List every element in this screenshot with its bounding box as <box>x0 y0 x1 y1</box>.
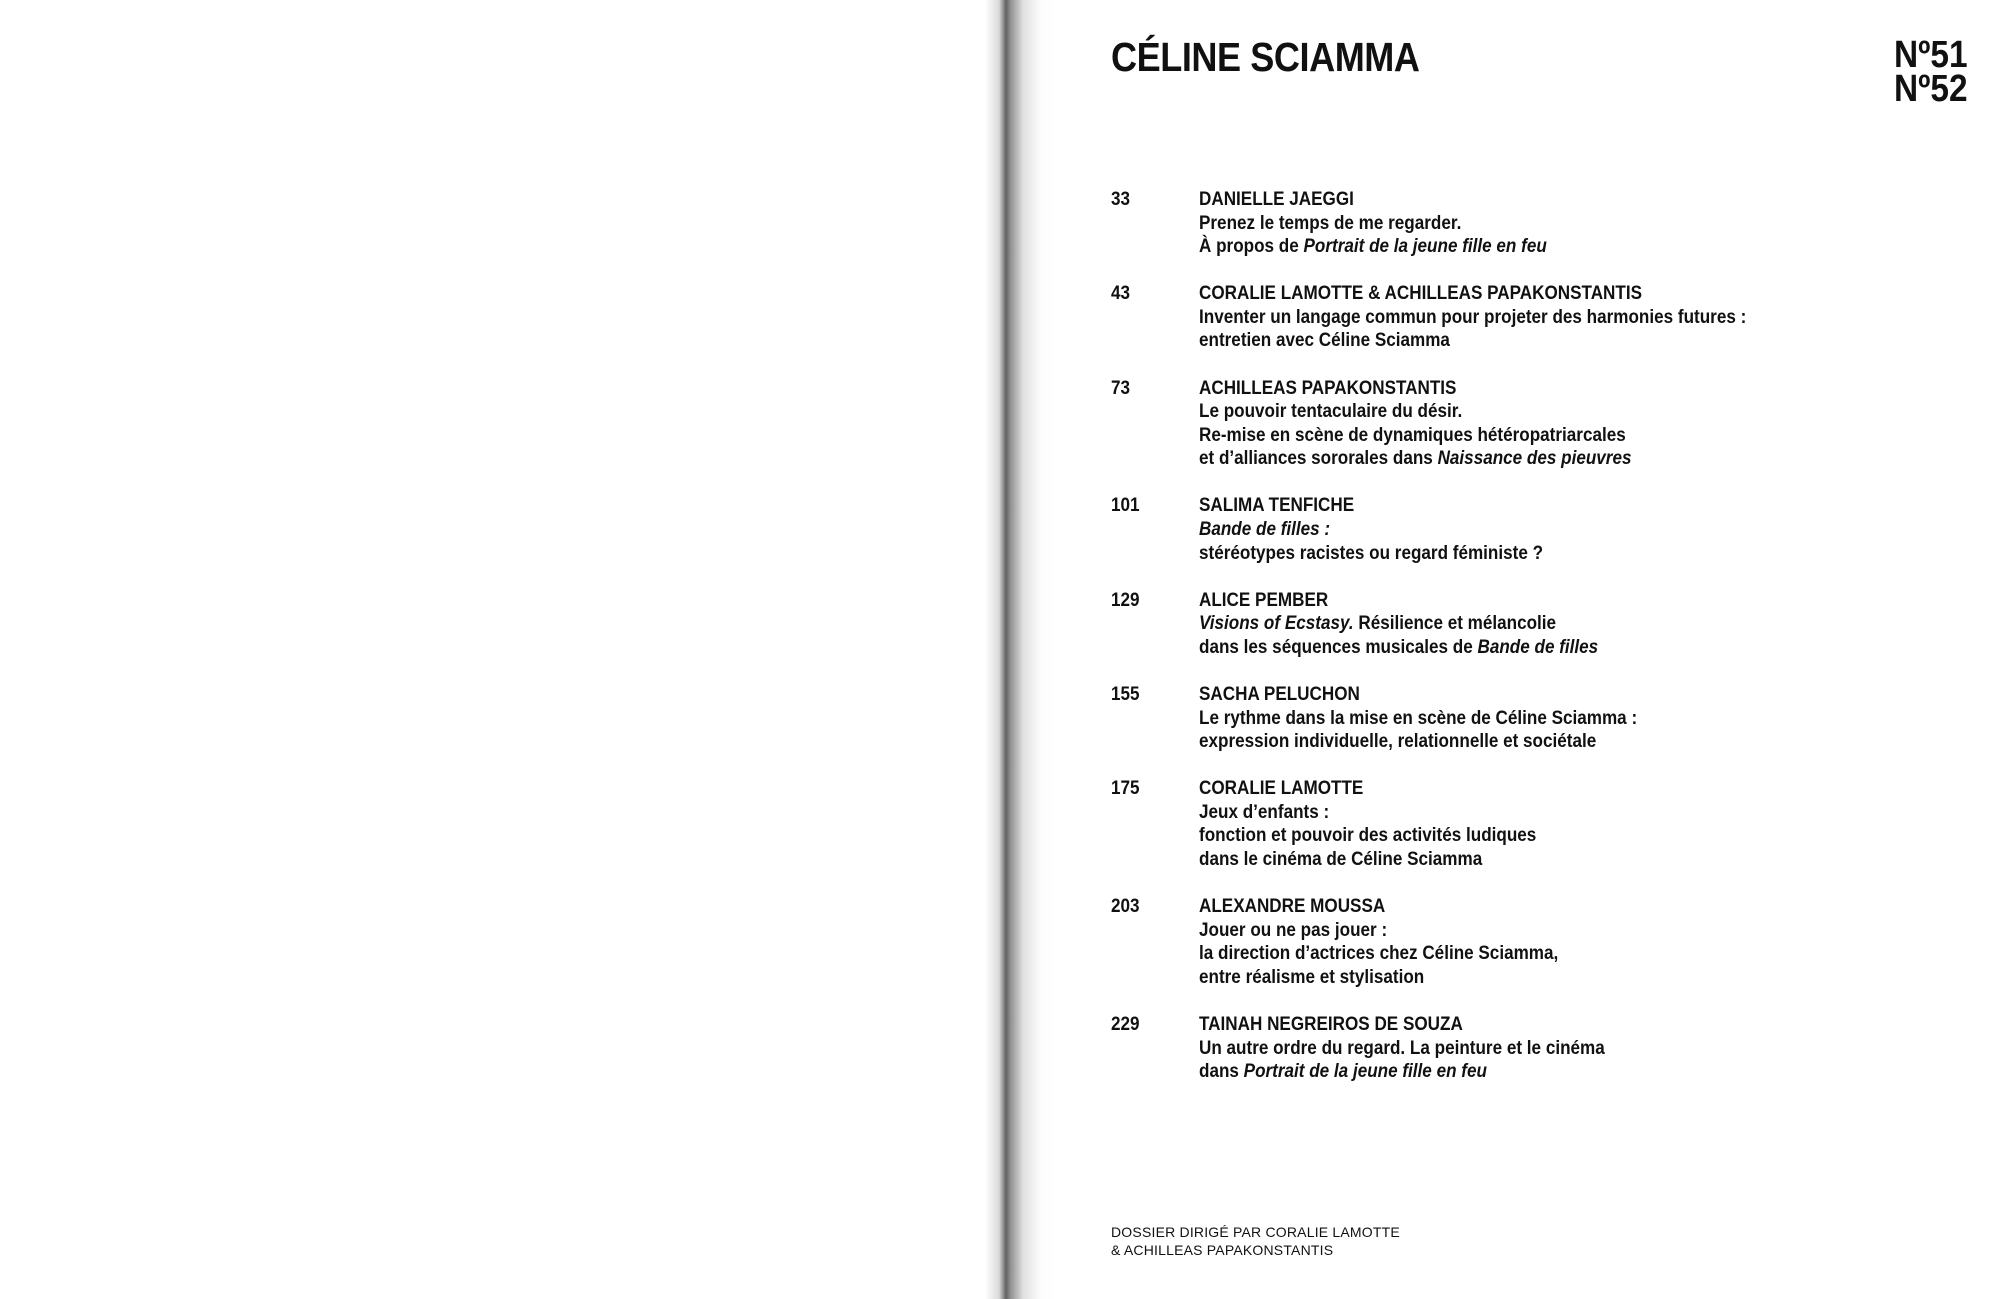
toc-entry-body <box>1199 1013 1605 1084</box>
toc-author: ALEXANDRE MOUSSA <box>1199 896 1386 918</box>
toc-entry <box>1111 683 1971 754</box>
toc-title-line <box>1199 942 1558 966</box>
toc-entry-body <box>1199 188 1547 259</box>
toc-title-line <box>1199 400 1631 424</box>
toc-entry <box>1111 494 1971 565</box>
toc-title-text: fonction et pouvoir des activités ludiques <box>1199 825 1537 847</box>
issue-number: Nº51 <box>1894 34 1968 76</box>
toc-title-line <box>1199 1037 1605 1061</box>
toc-author: SALIMA TENFICHE <box>1199 495 1355 517</box>
toc-title-line <box>1199 424 1631 448</box>
toc-title-text: stéréotypes racistes ou regard féministe ? <box>1199 542 1544 564</box>
toc-entry-body <box>1199 282 1746 353</box>
toc-author: ALICE PEMBER <box>1199 589 1329 611</box>
toc-author: DANIELLE JAEGGI <box>1199 189 1354 210</box>
toc-page-number: 101 <box>1111 495 1140 517</box>
toc-page-number: 43 <box>1111 283 1131 305</box>
dossier-credit-line: DOSSIER DIRIGÉ PAR CORALIE LAMOTTE <box>1111 1224 1400 1240</box>
toc-page-number: 203 <box>1111 896 1140 918</box>
toc-title-italic: Naissance des pieuvres <box>1437 448 1632 470</box>
toc-title-text: dans les séquences musicales de <box>1199 636 1478 658</box>
dossier-credit-line: & ACHILLEAS PAPAKONSTANTIS <box>1111 1241 1334 1258</box>
table-of-contents <box>1111 188 1971 1107</box>
toc-page-number: 73 <box>1111 377 1131 399</box>
toc-author: CORALIE LAMOTTE <box>1199 778 1364 800</box>
toc-title-italic: Bande de filles : <box>1199 519 1331 541</box>
toc-title-italic: Portrait de la jeune fille en feu <box>1303 236 1547 258</box>
toc-title-line <box>1199 801 1536 825</box>
issue-number: Nº52 <box>1894 68 1968 110</box>
toc-entry <box>1111 282 1971 353</box>
toc-title-italic: Visions of Ecstasy. <box>1199 613 1354 635</box>
toc-author: CORALIE LAMOTTE & ACHILLEAS PAPAKONSTANTIS <box>1199 283 1643 305</box>
toc-title-line <box>1199 542 1543 566</box>
toc-title-line <box>1199 966 1558 990</box>
toc-title-italic: Bande de filles <box>1477 636 1599 658</box>
toc-entry <box>1111 377 1971 471</box>
toc-author: TAINAH NEGREIROS DE SOUZA <box>1199 1014 1463 1036</box>
toc-entry <box>1111 895 1971 989</box>
toc-author: ACHILLEAS PAPAKONSTANTIS <box>1199 377 1457 399</box>
toc-title-italic: Portrait de la jeune fille en feu <box>1243 1061 1487 1083</box>
toc-entry <box>1111 188 1971 259</box>
toc-title-text: et d’alliances sororales dans <box>1199 448 1438 470</box>
left-page-blank <box>0 0 1003 1299</box>
toc-page-number: 155 <box>1111 684 1140 705</box>
toc-title-text: expression individuelle, relationnelle et sociétale <box>1199 731 1597 753</box>
toc-title-line <box>1199 612 1598 636</box>
toc-title-text: Jeux d’enfants : <box>1199 801 1330 823</box>
toc-title-line <box>1199 824 1536 848</box>
toc-title-line <box>1199 306 1746 330</box>
toc-title-line <box>1199 518 1543 542</box>
toc-title-text: la direction d’actrices chez Céline Sciamma, <box>1199 943 1559 965</box>
toc-entry <box>1111 777 1971 871</box>
toc-page-number: 33 <box>1111 189 1131 210</box>
toc-title-text: Un autre ordre du regard. La peinture et le cinéma <box>1199 1037 1605 1059</box>
toc-title-text: entre réalisme et stylisation <box>1199 966 1425 988</box>
toc-entry-body <box>1199 494 1543 565</box>
toc-entry-body <box>1199 589 1598 660</box>
toc-title-line <box>1199 212 1547 236</box>
toc-title-text: À propos de <box>1199 236 1304 258</box>
toc-title-text: dans le cinéma de Céline Sciamma <box>1199 849 1483 871</box>
toc-title-text: Le pouvoir tentaculaire du désir. <box>1199 401 1463 423</box>
toc-entry <box>1111 589 1971 660</box>
toc-title-line <box>1199 848 1536 872</box>
toc-title-line <box>1199 636 1598 660</box>
toc-title-line <box>1199 707 1637 731</box>
toc-title-text: Le rythme dans la mise en scène de Céline Sciamma : <box>1199 707 1638 729</box>
toc-title-text: dans <box>1199 1061 1244 1083</box>
toc-title-line <box>1199 919 1558 943</box>
toc-page-number: 129 <box>1111 589 1140 611</box>
right-page <box>1003 0 2008 1299</box>
toc-entry <box>1111 1013 1971 1084</box>
toc-title-text: Re-mise en scène de dynamiques hétéropatriarcales <box>1199 424 1626 446</box>
toc-title-text: Jouer ou ne pas jouer : <box>1199 919 1388 941</box>
toc-title-line <box>1199 235 1547 259</box>
issue-numbers <box>1894 34 1968 110</box>
toc-entry-body <box>1199 377 1631 471</box>
toc-title-line <box>1199 730 1637 754</box>
toc-title-text: Inventer un langage commun pour projeter des harmonies futures : <box>1199 306 1747 328</box>
toc-title-text: entretien avec Céline Sciamma <box>1199 330 1450 352</box>
toc-entry-body <box>1199 683 1637 754</box>
toc-title-line <box>1199 447 1631 471</box>
toc-page-number: 229 <box>1111 1014 1140 1036</box>
toc-author: SACHA PELUCHON <box>1199 684 1360 705</box>
toc-page-number: 175 <box>1111 778 1140 800</box>
toc-entry-body <box>1199 895 1558 989</box>
toc-entry-body <box>1199 777 1536 871</box>
toc-title-text: Prenez le temps de me regarder. <box>1199 212 1462 234</box>
toc-title-line <box>1199 1060 1605 1084</box>
toc-title-text: Résilience et mélancolie <box>1353 613 1557 635</box>
toc-title-line <box>1199 329 1746 353</box>
page-title: CÉLINE SCIAMMA <box>1111 34 1420 80</box>
dossier-credit <box>1111 1224 1400 1259</box>
